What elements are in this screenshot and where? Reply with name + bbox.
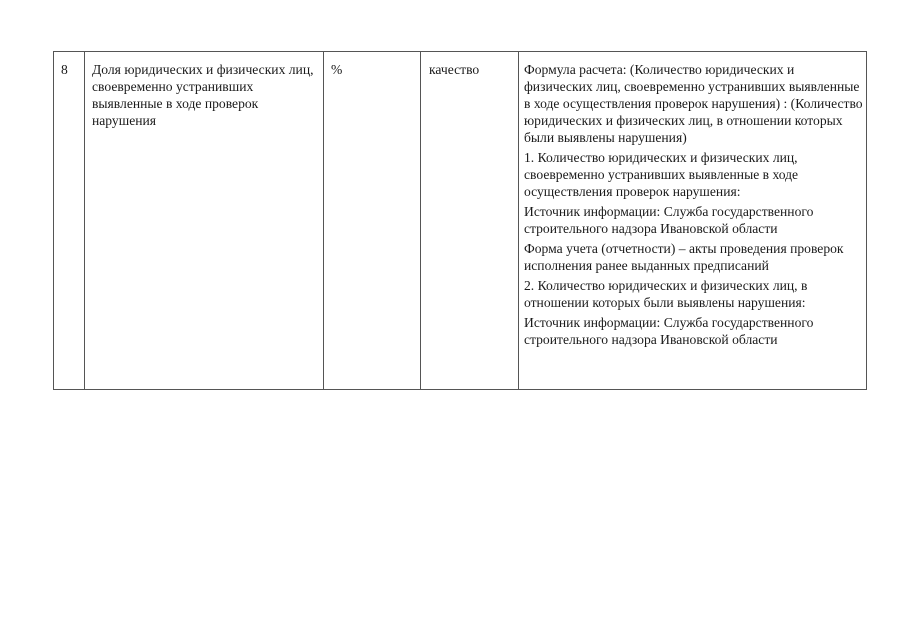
source-2-text: Источник информации: Служба государственного строительного надзора Ивановской области [524,315,814,347]
indicator-type-cell [421,52,519,390]
item-1-text: 1. Количество юридических и физических лиц, своевременно устранивших выявленные в ходе осуществления проверок нарушения: [524,150,799,199]
description-cell [519,52,867,390]
formula-text: Формула расчета: (Количество юридических и физических лиц, своевременно устранивших выявленные в ходе осуществления проверок нарушения) : (Количество юридических и физических лиц, в отношении которых были выявлены нарушения) [524,62,863,145]
indicator-table [53,51,867,390]
source-1-text: Источник информации: Служба государственного строительного надзора Ивановской области [524,204,814,236]
table-row [54,52,867,390]
indicator-name-cell [85,52,324,390]
indicator-name: Доля юридических и физических лиц, своевременно устранивших выявленные в ходе проверок нарушения [92,62,314,128]
row-number-cell [54,52,85,390]
description-block [519,52,866,348]
row-number: 8 [61,62,68,77]
unit-value: % [331,62,343,77]
indicator-type: качество [429,62,480,77]
form-1-text: Форма учета (отчетности) – акты проведения проверок исполнения ранее выданных предписаний [524,241,844,273]
item-2-text: 2. Количество юридических и физических лиц, в отношении которых были выявлены нарушения: [524,278,808,310]
unit-cell [324,52,421,390]
